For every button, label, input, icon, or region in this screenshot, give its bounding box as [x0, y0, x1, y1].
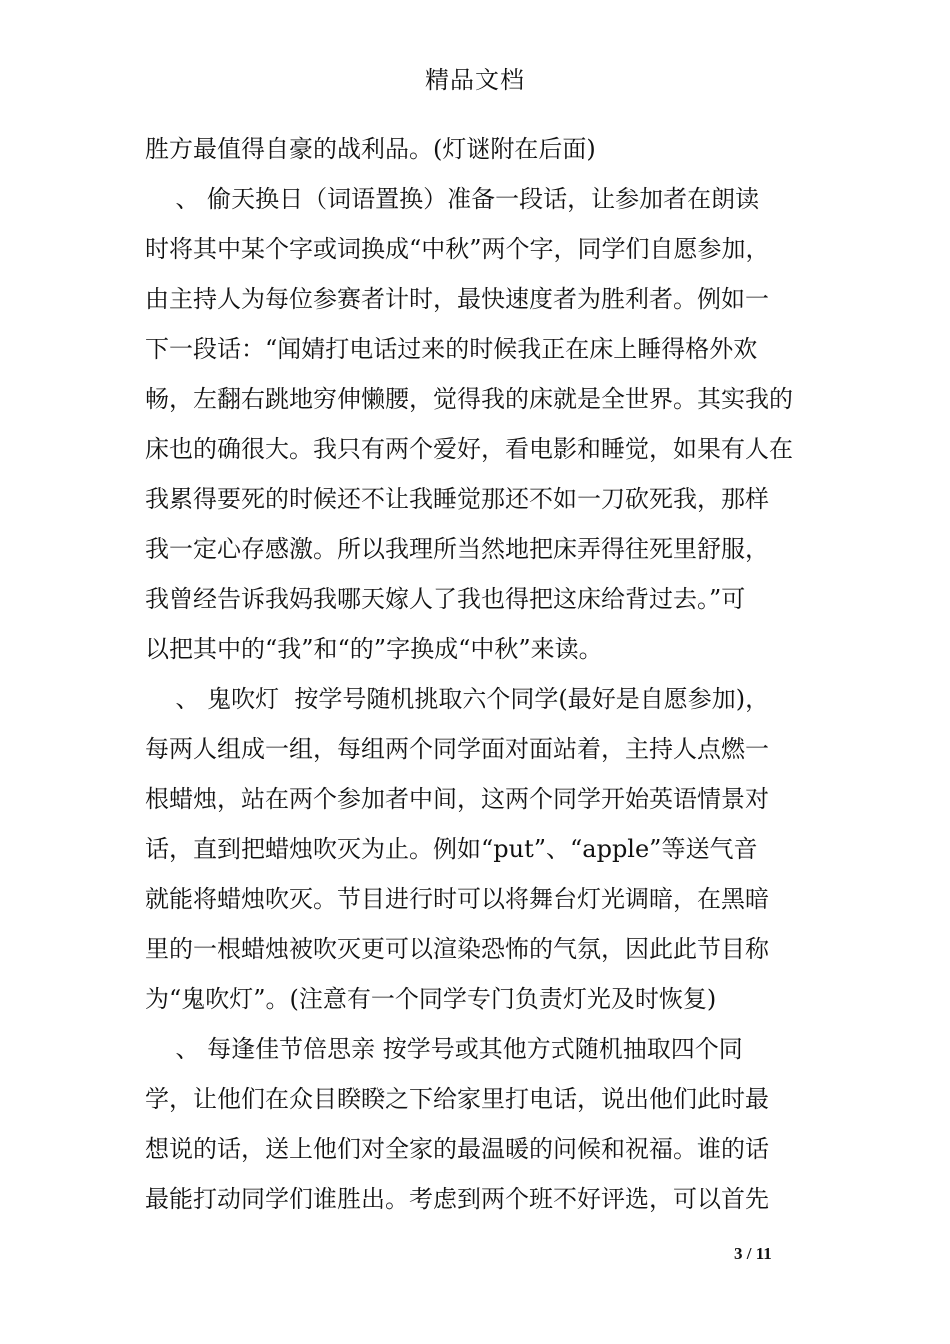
- body-line: 下一段话：“闻婧打电话过来的时候我正在床上睡得格外欢: [145, 335, 758, 363]
- body-line: 话，直到把蜡烛吹灭为止。例如“put”、“apple”等送气音: [145, 835, 758, 863]
- body-line: 、 鬼吹灯 按学号随机挑取六个同学(最好是自愿参加)，: [145, 685, 770, 713]
- page-header-title: 精品文档: [425, 66, 525, 94]
- body-line: 、 每逢佳节倍思亲 按学号或其他方式随机抽取四个同: [145, 1035, 743, 1063]
- body-line: 畅，左翻右跳地穷伸懒腰，觉得我的床就是全世界。其实我的: [145, 385, 793, 413]
- body-line: 学，让他们在众目睽睽之下给家里打电话，说出他们此时最: [145, 1085, 769, 1113]
- body-line: 想说的话，送上他们对全家的最温暖的问候和祝福。谁的话: [145, 1135, 769, 1163]
- body-line: 我累得要死的时候还不让我睡觉那还不如一刀砍死我，那样: [145, 485, 769, 513]
- body-line: 就能将蜡烛吹灭。节目进行时可以将舞台灯光调暗，在黑暗: [145, 885, 769, 913]
- body-line: 以把其中的“我”和“的”字换成“中秋”来读。: [145, 635, 603, 663]
- body-line: 最能打动同学们谁胜出。考虑到两个班不好评选，可以首先: [145, 1185, 769, 1213]
- document-body: [145, 124, 817, 1224]
- body-line: 胜方最值得自豪的战利品。(灯谜附在后面): [145, 135, 596, 163]
- page-number: 3 / 11: [734, 1244, 772, 1263]
- body-line: 由主持人为每位参赛者计时，最快速度者为胜利者。例如一: [145, 285, 769, 313]
- body-line: 时将其中某个字或词换成“中秋”两个字，同学们自愿参加，: [145, 235, 770, 263]
- body-line: 为“鬼吹灯”。(注意有一个同学专门负责灯光及时恢复): [145, 985, 717, 1013]
- body-line: 我一定心存感激。所以我理所当然地把床弄得往死里舒服，: [145, 535, 769, 563]
- body-line: 根蜡烛，站在两个参加者中间，这两个同学开始英语情景对: [145, 785, 769, 813]
- body-line: 床也的确很大。我只有两个爱好，看电影和睡觉，如果有人在: [145, 435, 793, 463]
- body-line: 里的一根蜡烛被吹灭更可以渲染恐怖的气氛，因此此节目称: [145, 935, 769, 963]
- body-line: 每两人组成一组，每组两个同学面对面站着，主持人点燃一: [145, 735, 769, 763]
- body-line: 、 偷天换日（词语置换）准备一段话，让参加者在朗读: [145, 185, 760, 213]
- body-line: 我曾经告诉我妈我哪天嫁人了我也得把这床给背过去。”可: [145, 585, 746, 613]
